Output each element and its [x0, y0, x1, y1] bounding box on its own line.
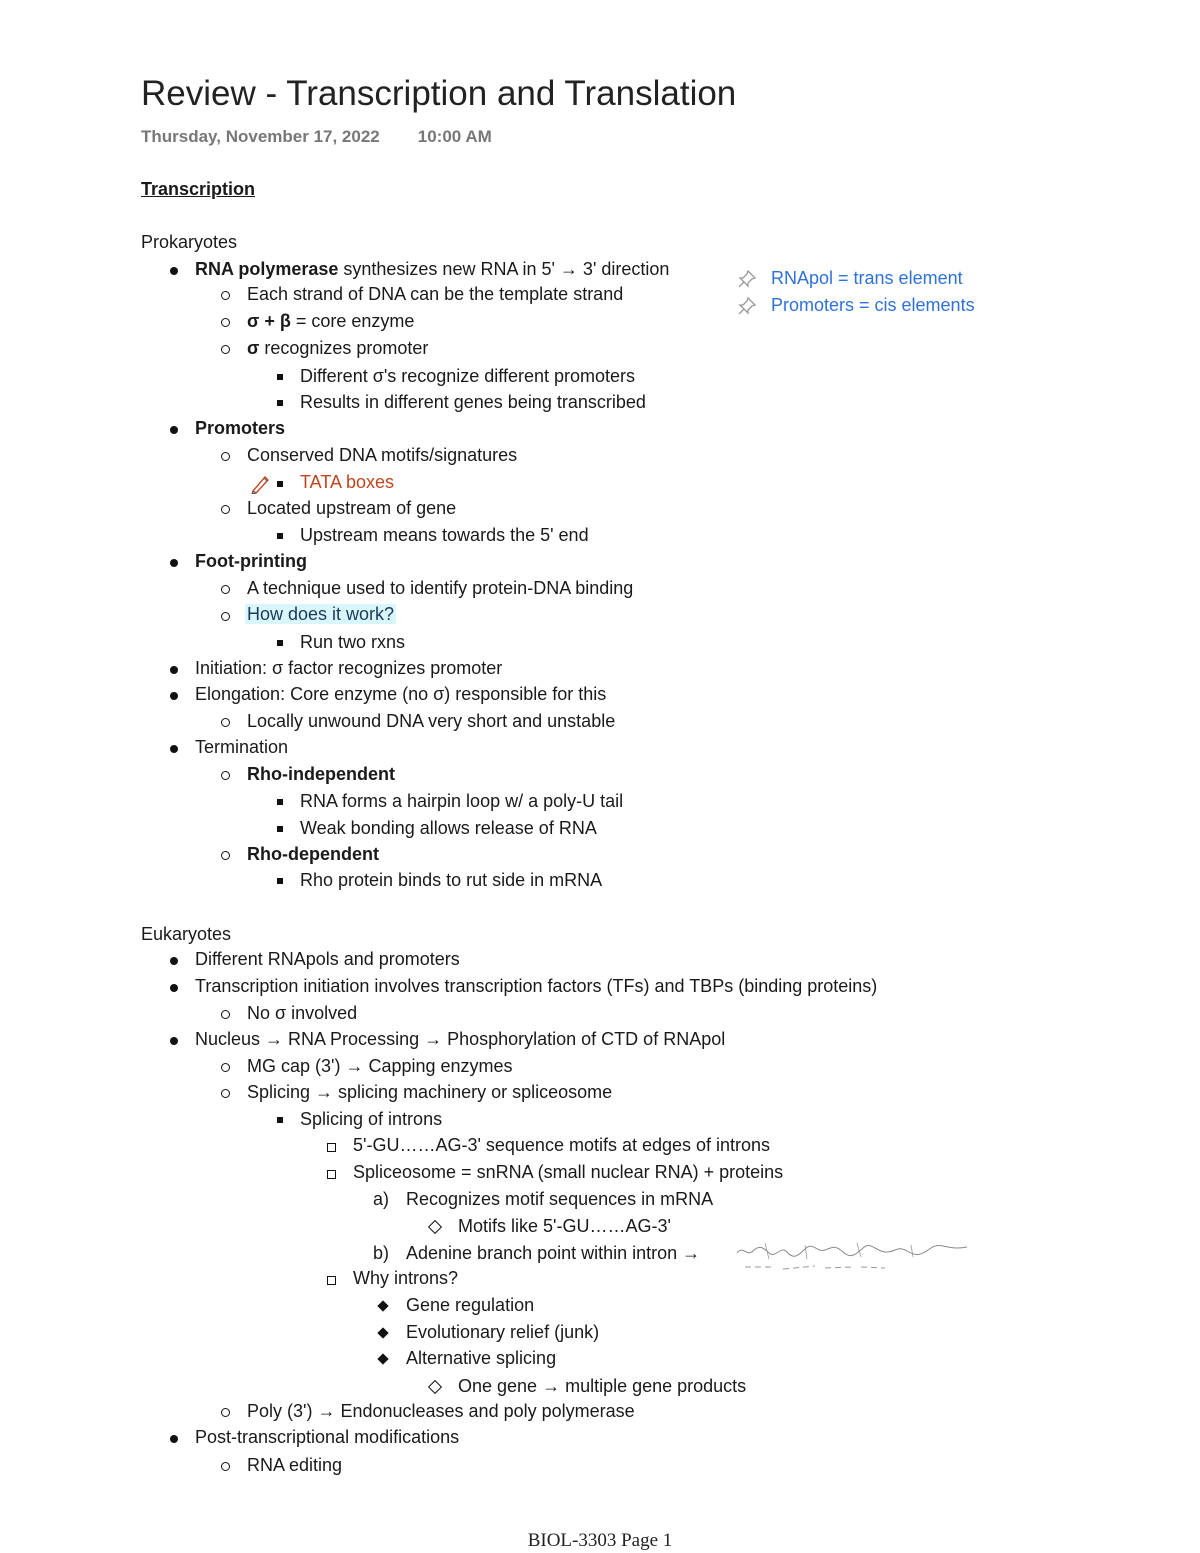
- pencil-icon: [250, 474, 272, 494]
- bullet-disc: [170, 692, 178, 700]
- list-item-spliceosome: Spliceosome = snRNA (small nuclear RNA) + proteins: [353, 1162, 784, 1182]
- bullet-square: [277, 799, 283, 805]
- highlight-how: How does it work?: [247, 604, 395, 624]
- list-item-transcription-initiation: Transcription initiation involves transcription factors (TFs) and TBPs (binding proteins): [195, 976, 878, 996]
- bullet-diamond: [377, 1327, 388, 1338]
- list-item-no-sigma: No σ involved: [247, 1003, 358, 1023]
- bullet-square-outline: [327, 1276, 336, 1285]
- pin-icon: [737, 269, 757, 289]
- bullet-circle: [221, 1010, 230, 1019]
- list-item-run-two: Run two rxns: [300, 632, 406, 652]
- list-item-conserved: Conserved DNA motifs/signatures: [247, 445, 518, 465]
- bullet-circle: [221, 1063, 230, 1072]
- list-item-post-transcriptional: Post-transcriptional modifications: [195, 1427, 460, 1447]
- bullet-square: [277, 826, 283, 832]
- text-core-rest: = core enzyme: [290, 311, 415, 331]
- list-item-technique: A technique used to identify protein-DNA binding: [247, 578, 634, 598]
- list-item-rho-independent: Rho-independent: [247, 764, 395, 784]
- list-item-alternative-splicing: Alternative splicing: [406, 1348, 557, 1368]
- side-note-promoters: [737, 295, 975, 316]
- list-item-elongation: Elongation: Core enzyme (no σ) responsible for this: [195, 684, 607, 704]
- page-time: 10:00 AM: [417, 127, 492, 146]
- list-item-located-upstream: Located upstream of gene: [247, 498, 457, 518]
- bullet-disc: [170, 426, 178, 434]
- bullet-circle: [221, 1408, 230, 1417]
- bullet-disc: [170, 984, 178, 992]
- list-item-motifs-like: Motifs like 5'-GU……AG-3': [458, 1216, 671, 1236]
- bullet-circle: [221, 612, 230, 621]
- bullet-square: [277, 1117, 283, 1123]
- list-item-splicing-introns: Splicing of introns: [300, 1109, 443, 1129]
- heading-eukaryotes: Eukaryotes: [141, 924, 232, 944]
- list-marker-a: a): [373, 1189, 390, 1209]
- bullet-diamond-outline: [428, 1220, 442, 1234]
- bullet-circle: [221, 345, 230, 354]
- list-item-upstream-means: Upstream means towards the 5' end: [300, 525, 589, 545]
- bullet-circle: [221, 318, 230, 327]
- bullet-circle: [221, 505, 230, 514]
- list-item-gene-regulation: Gene regulation: [406, 1295, 535, 1315]
- bullet-diamond-outline: [428, 1380, 442, 1394]
- bullet-circle: [221, 291, 230, 300]
- list-item-splicing: Splicing → splicing machinery or spliceosome: [247, 1082, 613, 1102]
- list-item-rna-editing: RNA editing: [247, 1455, 343, 1475]
- list-item-recognizes-motif: Recognizes motif sequences in mRNA: [406, 1189, 714, 1209]
- list-marker-b: b): [373, 1243, 390, 1263]
- bullet-square: [277, 400, 283, 406]
- list-item-different-rnapols: Different RNApols and promoters: [195, 949, 460, 969]
- bullet-disc: [170, 267, 178, 275]
- bullet-square: [277, 878, 283, 884]
- list-item-nucleus: Nucleus → RNA Processing → Phosphorylation of CTD of RNApol: [195, 1029, 726, 1049]
- bullet-square: [277, 640, 283, 646]
- text-sigma-rest: recognizes promoter: [259, 338, 429, 358]
- bullet-square-outline: [327, 1170, 336, 1179]
- bullet-circle: [221, 1089, 230, 1098]
- list-item-why-introns: Why introns?: [353, 1268, 459, 1288]
- list-item-rna-polymerase: [195, 259, 669, 280]
- bullet-disc: [170, 1037, 178, 1045]
- list-item-different-genes: Results in different genes being transcribed: [300, 392, 646, 412]
- list-item-one-gene: One gene → multiple gene products: [458, 1376, 747, 1396]
- list-item-adenine-branch: Adenine branch point within intron →: [406, 1243, 701, 1263]
- page-footer: BIOL-3303 Page 1: [527, 1530, 673, 1551]
- list-item-promoters: Promoters: [195, 418, 286, 438]
- bold-sigma-beta: σ + β: [247, 311, 291, 331]
- list-item-hairpin: RNA forms a hairpin loop w/ a poly-U tail: [300, 791, 624, 811]
- list-item-evolutionary-relief: Evolutionary relief (junk): [406, 1322, 600, 1342]
- bullet-diamond: [377, 1300, 388, 1311]
- side-note-rnapol: [737, 268, 963, 289]
- side-note-text-2: Promoters = cis elements: [771, 295, 975, 315]
- side-note-text-1: RNApol = trans element: [771, 268, 963, 288]
- section-heading-transcription: Transcription: [141, 179, 256, 199]
- list-item-poly: Poly (3') → Endonucleases and poly polymerase: [247, 1401, 635, 1421]
- bullet-disc: [170, 559, 178, 567]
- list-item-weak-bonding: Weak bonding allows release of RNA: [300, 818, 597, 838]
- list-item-foot-printing: Foot-printing: [195, 551, 307, 571]
- handwritten-scribble: [735, 1239, 970, 1273]
- bullet-circle: [221, 452, 230, 461]
- list-item-each-strand: Each strand of DNA can be the template strand: [247, 284, 624, 304]
- bullet-diamond: [377, 1353, 388, 1364]
- list-item-rho-dependent: Rho-dependent: [247, 844, 379, 864]
- list-item-rho-binds: Rho protein binds to rut side in mRNA: [300, 870, 603, 890]
- bold-sigma: σ: [247, 338, 260, 358]
- bullet-disc: [170, 957, 178, 965]
- bullet-square: [277, 533, 283, 539]
- heading-prokaryotes: Prokaryotes: [141, 232, 238, 252]
- text-rnap-rest: synthesizes new RNA in 5' → 3' direction: [338, 259, 670, 279]
- list-item-termination: Termination: [195, 737, 289, 757]
- bullet-circle: [221, 718, 230, 727]
- list-item-how-does-it-work: [245, 604, 396, 625]
- bullet-circle: [221, 851, 230, 860]
- list-item-tata-boxes: TATA boxes: [300, 472, 395, 492]
- bullet-square: [277, 481, 283, 487]
- bullet-circle: [221, 1462, 230, 1471]
- bullet-disc: [170, 745, 178, 753]
- list-item-gu-ag: 5'-GU……AG-3' sequence motifs at edges of introns: [353, 1135, 771, 1155]
- pin-icon: [737, 296, 757, 316]
- list-item-sigma-recognizes: [247, 338, 428, 359]
- bullet-disc: [170, 666, 178, 674]
- bullet-circle: [221, 585, 230, 594]
- list-item-initiation: Initiation: σ factor recognizes promoter: [195, 658, 503, 678]
- bullet-circle: [221, 771, 230, 780]
- page-datetime: [141, 127, 492, 147]
- list-item-mg-cap: MG cap (3') → Capping enzymes: [247, 1056, 513, 1076]
- bullet-square: [277, 374, 283, 380]
- list-item-different-sigmas: Different σ's recognize different promoters: [300, 366, 636, 386]
- bullet-disc: [170, 1435, 178, 1443]
- bullet-square-outline: [327, 1143, 336, 1152]
- page-date: Thursday, November 17, 2022: [141, 127, 380, 146]
- page-title: Review - Transcription and Translation: [141, 74, 737, 113]
- list-item-core-enzyme: [247, 311, 414, 332]
- list-item-locally-unwound: Locally unwound DNA very short and unstable: [247, 711, 616, 731]
- bold-rna-polymerase: RNA polymerase: [195, 259, 339, 279]
